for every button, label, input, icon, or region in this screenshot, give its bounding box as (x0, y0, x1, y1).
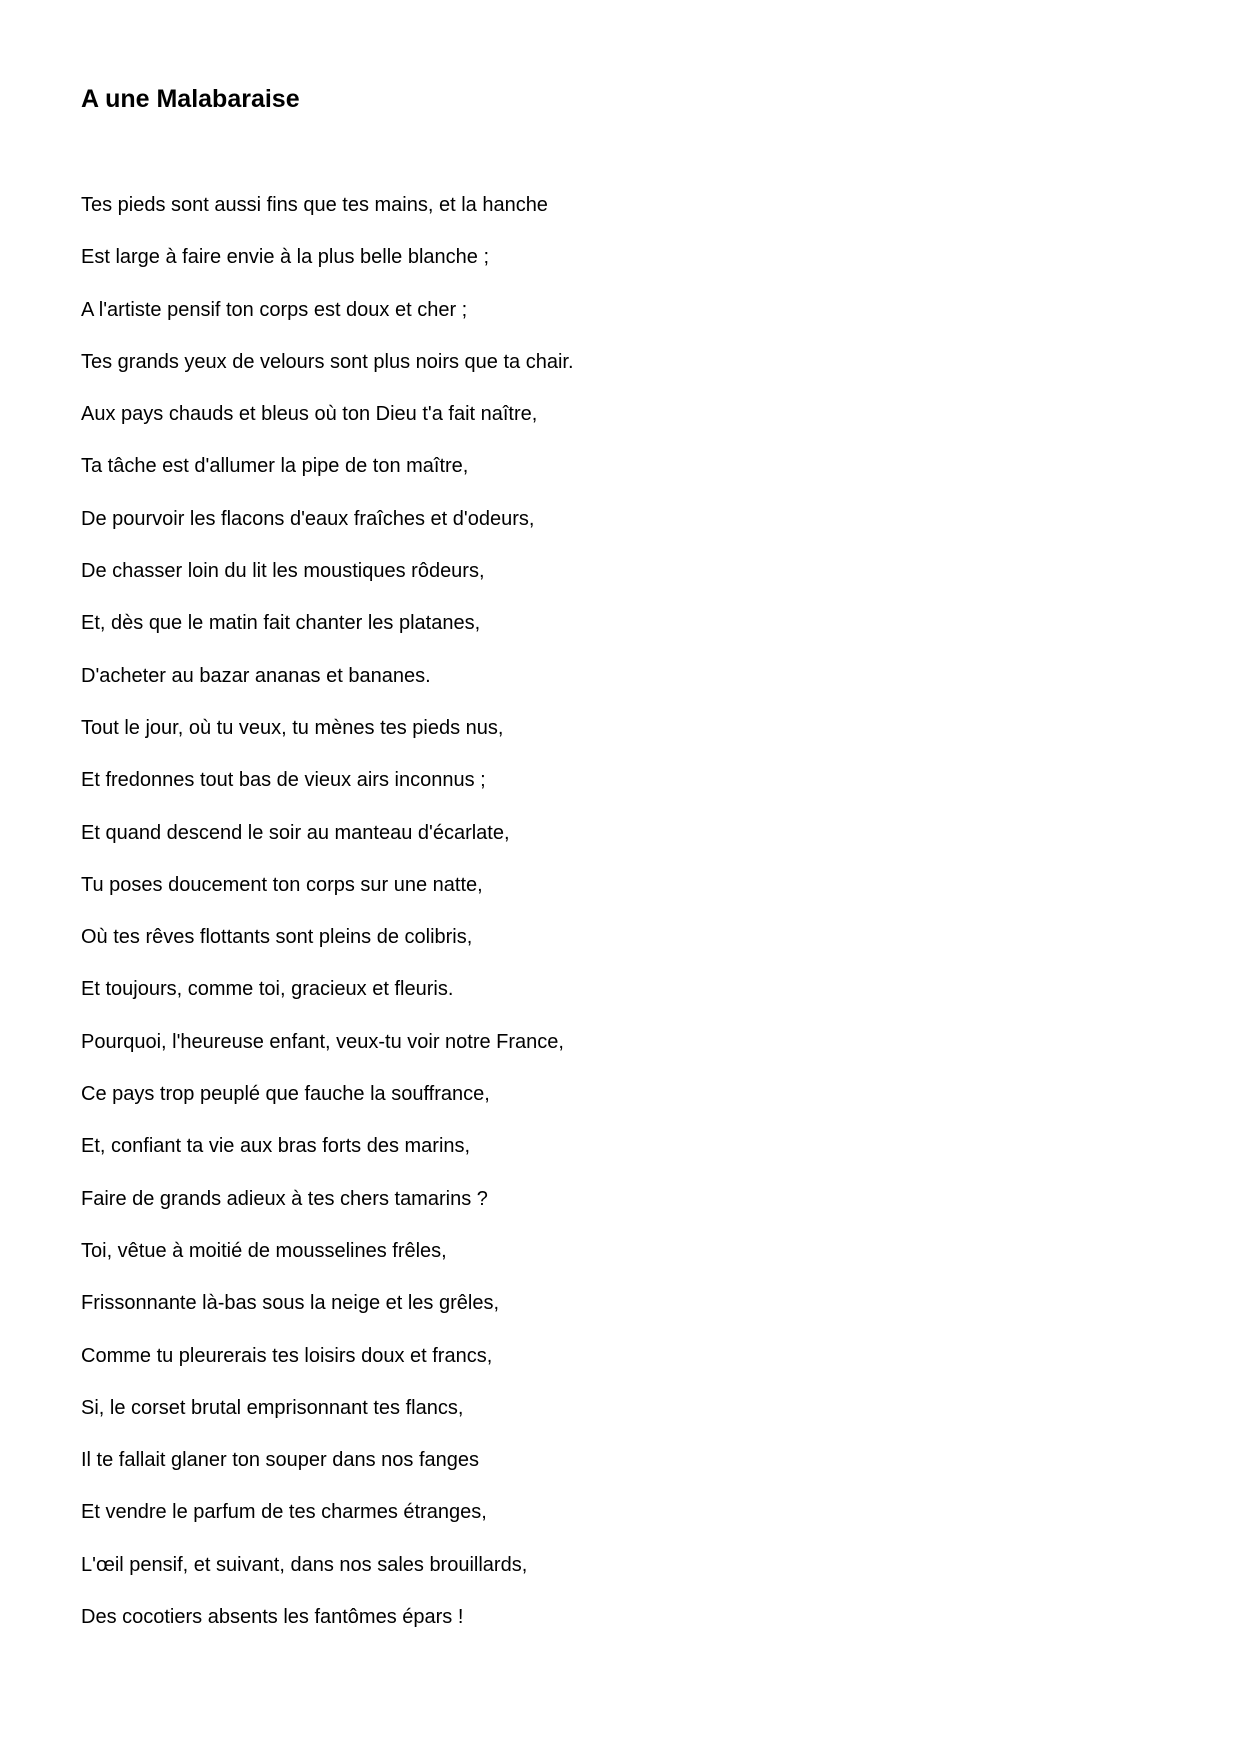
poem-line: Ce pays trop peuplé que fauche la souffrance, (81, 1083, 490, 1106)
poem-line: Ta tâche est d'allumer la pipe de ton maître, (81, 455, 469, 478)
poem-line: Tout le jour, où tu veux, tu mènes tes pieds nus, (81, 716, 504, 739)
poem-line: Aux pays chauds et bleus où ton Dieu t'a fait naître, (81, 403, 538, 426)
poem-line: De pourvoir les flacons d'eaux fraîches et d'odeurs, (81, 507, 535, 530)
poem-line: Où tes rêves flottants sont pleins de colibris, (81, 926, 473, 949)
poem-line: Et, confiant ta vie aux bras forts des marins, (81, 1135, 471, 1158)
poem-line: Pourquoi, l'heureuse enfant, veux-tu voir notre France, (81, 1030, 564, 1053)
poem-line: Est large à faire envie à la plus belle blanche ; (81, 246, 490, 269)
poem-line: Comme tu pleurerais tes loisirs doux et francs, (81, 1344, 493, 1367)
poem-line: D'acheter au bazar ananas et bananes. (81, 664, 431, 687)
poem-title: A une Malabaraise (81, 85, 300, 113)
poem-line: Des cocotiers absents les fantômes épars ! (81, 1606, 464, 1629)
poem-line: L'œil pensif, et suivant, dans nos sales brouillards, (81, 1553, 528, 1576)
poem-line: De chasser loin du lit les moustiques rôdeurs, (81, 560, 485, 583)
poem-line: Tes grands yeux de velours sont plus noirs que ta chair. (81, 350, 574, 373)
poem-line: Il te fallait glaner ton souper dans nos fanges (81, 1449, 480, 1472)
poem-line: Faire de grands adieux à tes chers tamarins ? (81, 1187, 488, 1210)
poem-line: Frissonnante là-bas sous la neige et les grêles, (81, 1292, 500, 1315)
poem-line: Toi, vêtue à moitié de mousselines frêles, (81, 1239, 447, 1262)
poem-line: Et vendre le parfum de tes charmes étranges, (81, 1501, 487, 1524)
poem-line: Si, le corset brutal emprisonnant tes flancs, (81, 1396, 464, 1419)
poem-line: Et toujours, comme toi, gracieux et fleuris. (81, 978, 454, 1001)
poem-body (81, 188, 574, 1652)
poem-line: A l'artiste pensif ton corps est doux et cher ; (81, 298, 468, 321)
poem-line: Tes pieds sont aussi fins que tes mains, et la hanche (81, 194, 548, 216)
poem-line: Et quand descend le soir au manteau d'écarlate, (81, 821, 510, 844)
poem-line: Et fredonnes tout bas de vieux airs inconnus ; (81, 769, 486, 792)
poem-line: Tu poses doucement ton corps sur une natte, (81, 873, 483, 896)
poem-line: Et, dès que le matin fait chanter les platanes, (81, 612, 481, 635)
